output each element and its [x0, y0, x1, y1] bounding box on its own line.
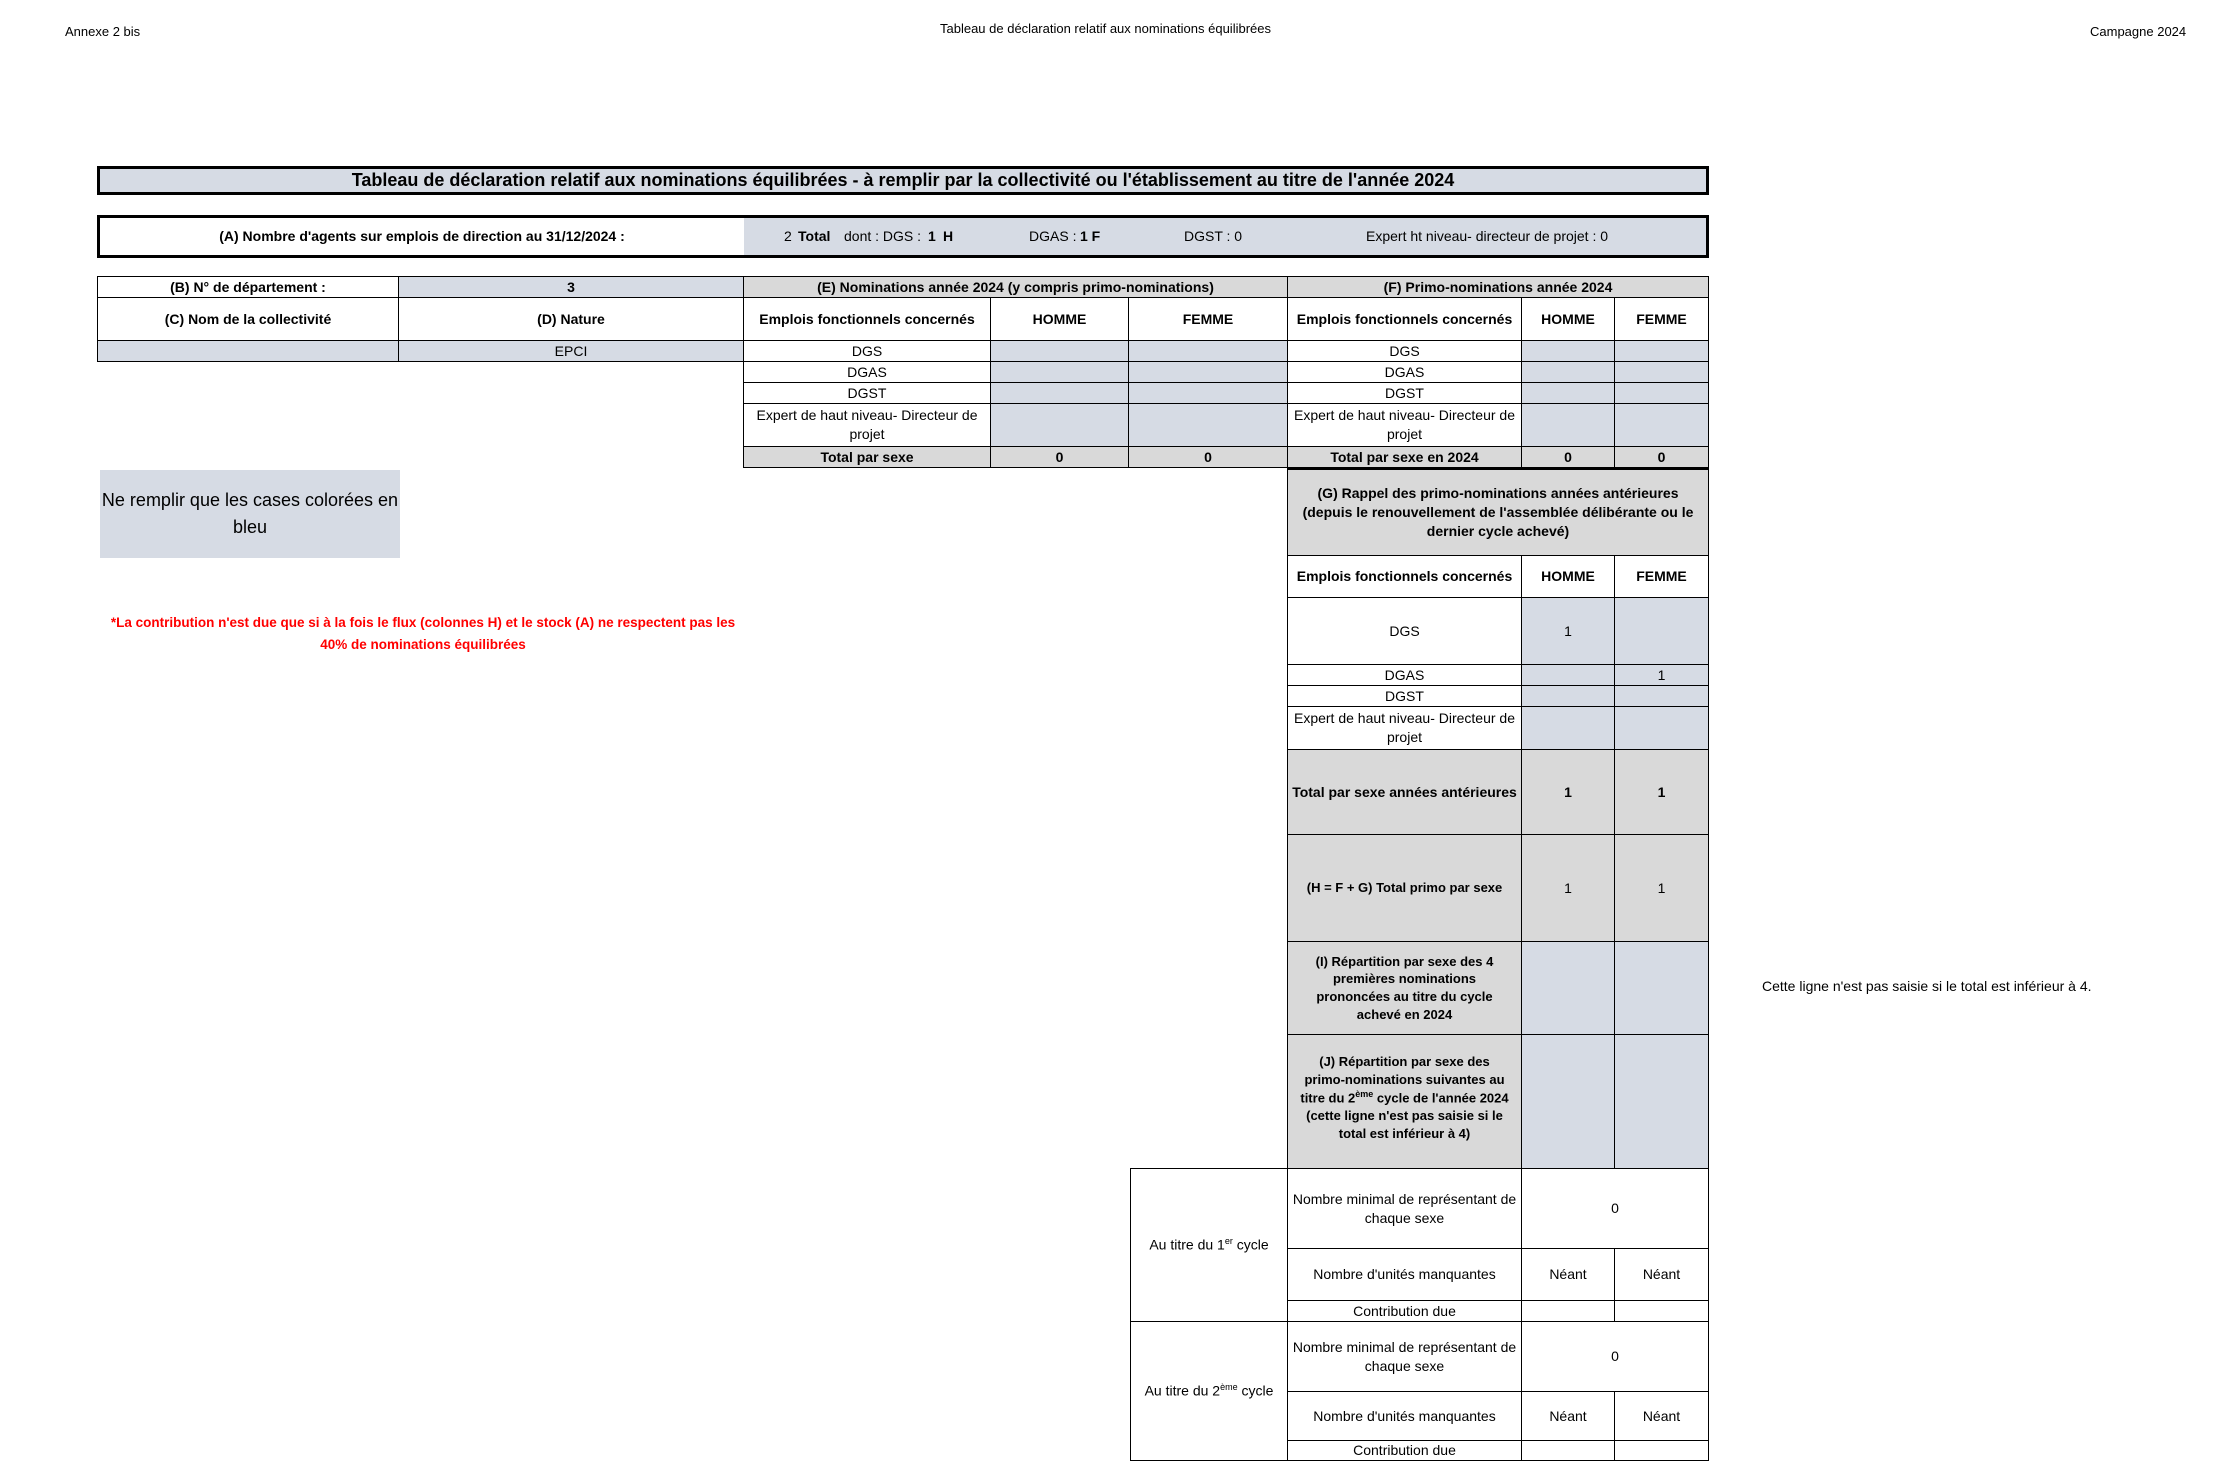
g-row-dgst-femme[interactable]	[1614, 685, 1709, 707]
g-row-expert-femme[interactable]	[1614, 706, 1709, 750]
e-total-label: Total par sexe	[743, 446, 991, 468]
e-row-dgst-label: DGST	[743, 382, 991, 404]
j-label	[1287, 1034, 1522, 1169]
header-left: Annexe 2 bis	[65, 24, 141, 39]
section-b-value[interactable]: 3	[398, 276, 744, 298]
f-row-dgas-femme[interactable]	[1614, 361, 1709, 383]
g-row-dgs-label: DGS	[1287, 597, 1522, 665]
g-row-dgas-femme[interactable]: 1	[1614, 664, 1709, 686]
g-row-dgs-femme[interactable]	[1614, 597, 1709, 665]
e-total-homme: 0	[990, 446, 1129, 468]
cycle1-contrib-homme	[1521, 1300, 1615, 1322]
i-femme[interactable]	[1614, 941, 1709, 1035]
cycle2-min-value: 0	[1521, 1321, 1709, 1392]
g-row-expert-homme[interactable]	[1521, 706, 1615, 750]
cycle1-manq-label: Nombre d'unités manquantes	[1287, 1248, 1522, 1301]
f-row-dgs-label: DGS	[1287, 340, 1522, 362]
contribution-note: *La contribution n'est due que si à la fois le flux (colonnes H) et le stock (A) ne respectent pas les 40% de nominations équilibrées	[110, 615, 736, 652]
dont-dgs: dont : DGS :	[844, 228, 922, 244]
section-e-col-homme: HOMME	[990, 297, 1129, 341]
h-total-femme: 1	[1614, 834, 1709, 942]
side-note: Cette ligne n'est pas saisie si le total est inférieur à 4.	[1762, 978, 2092, 994]
e-row-expert-femme[interactable]	[1128, 403, 1288, 447]
j-homme[interactable]	[1521, 1034, 1615, 1169]
i-label: (I) Répartition par sexe des 4 premières nominations prononcées au titre du cycle achevé en 2024	[1287, 941, 1522, 1035]
section-f-title: (F) Primo-nominations année 2024	[1287, 276, 1709, 298]
f-total-label: Total par sexe en 2024	[1287, 446, 1522, 470]
f-row-dgas-label: DGAS	[1287, 361, 1522, 383]
total-value: 2	[784, 228, 792, 244]
g-row-dgst-label: DGST	[1287, 685, 1522, 707]
e-row-dgs-femme[interactable]	[1128, 340, 1288, 362]
e-row-dgas-femme[interactable]	[1128, 361, 1288, 383]
j-label-a: (J) Répartition par sexe des primo-nominations suivantes au titre du 2	[1300, 1054, 1505, 1106]
f-row-dgst-label: DGST	[1287, 382, 1522, 404]
f-row-dgst-femme[interactable]	[1614, 382, 1709, 404]
section-e-col-femme: FEMME	[1128, 297, 1288, 341]
g-total-homme: 1	[1521, 749, 1615, 835]
cycle2-contrib-label: Contribution due	[1287, 1440, 1522, 1461]
g-total-femme: 1	[1614, 749, 1709, 835]
e-row-expert-label: Expert de haut niveau- Directeur de projet	[743, 403, 991, 447]
f-total-homme: 0	[1521, 446, 1615, 470]
g-row-dgas-label: DGAS	[1287, 664, 1522, 686]
section-a-values	[744, 218, 1706, 255]
section-g-col-femme: FEMME	[1614, 555, 1709, 598]
g-row-dgs-homme[interactable]: 1	[1521, 597, 1615, 665]
cycle2-manq-label: Nombre d'unités manquantes	[1287, 1391, 1522, 1441]
f-row-dgas-homme[interactable]	[1521, 361, 1615, 383]
e-row-dgs-homme[interactable]	[990, 340, 1129, 362]
f-row-expert-homme[interactable]	[1521, 403, 1615, 447]
f-row-dgs-homme[interactable]	[1521, 340, 1615, 362]
cycle2-manq-femme: Néant	[1614, 1391, 1709, 1441]
expert-value: Expert ht niveau- directeur de projet : 0	[1366, 228, 1609, 244]
g-row-expert-label: Expert de haut niveau- Directeur de projet	[1287, 706, 1522, 750]
f-total-femme: 0	[1614, 446, 1709, 470]
section-f-col-femme: FEMME	[1614, 297, 1709, 341]
form-title: Tableau de déclaration relatif aux nominations équilibrées - à remplir par la collectivité ou l'établissement au titre de l'année 2024	[97, 166, 1709, 195]
header-right: Campagne 2024	[2090, 24, 2187, 39]
cycle1-label-end: cycle	[1232, 1236, 1269, 1253]
e-row-expert-homme[interactable]	[990, 403, 1129, 447]
e-row-dgst-femme[interactable]	[1128, 382, 1288, 404]
section-d-value[interactable]: EPCI	[398, 340, 744, 362]
cycle1-manq-homme: Néant	[1521, 1248, 1615, 1301]
e-row-dgst-homme[interactable]	[990, 382, 1129, 404]
section-g-title: (G) Rappel des primo-nominations années antérieures (depuis le renouvellement de l'assemblée délibérante ou le dernier cycle achevé)	[1287, 469, 1709, 556]
f-row-dgs-femme[interactable]	[1614, 340, 1709, 362]
f-row-expert-label: Expert de haut niveau- Directeur de projet	[1287, 403, 1522, 447]
cycle2-manq-homme: Néant	[1521, 1391, 1615, 1441]
e-total-femme: 0	[1128, 446, 1288, 468]
h-total-label: (H = F + G) Total primo par sexe	[1287, 834, 1522, 942]
cycle1-min-value: 0	[1521, 1168, 1709, 1249]
total-label: Total	[798, 228, 831, 244]
f-row-dgst-homme[interactable]	[1521, 382, 1615, 404]
cycle2-contrib-femme	[1614, 1440, 1709, 1461]
dgs-sex: H	[943, 228, 954, 244]
e-row-dgas-homme[interactable]	[990, 361, 1129, 383]
j-label-sup: ème	[1355, 1089, 1374, 1100]
i-homme[interactable]	[1521, 941, 1615, 1035]
cycle1-contrib-label: Contribution due	[1287, 1300, 1522, 1322]
dgas-value: 1 F	[1080, 228, 1101, 244]
f-row-expert-femme[interactable]	[1614, 403, 1709, 447]
dgst-value: DGST : 0	[1184, 228, 1243, 244]
section-e-title: (E) Nominations année 2024 (y compris primo-nominations)	[743, 276, 1288, 298]
section-g-col-emplois: Emplois fonctionnels concernés	[1287, 555, 1522, 598]
section-e-col-emplois: Emplois fonctionnels concernés	[743, 297, 991, 341]
section-b-label: (B) N° de département :	[97, 276, 399, 298]
cycle2-label-end: cycle	[1237, 1382, 1274, 1399]
cycle1-label	[1130, 1168, 1288, 1322]
section-g-col-homme: HOMME	[1521, 555, 1615, 598]
cycle1-label-text: Au titre du 1	[1149, 1236, 1225, 1253]
dgs-value: 1	[928, 228, 936, 244]
j-femme[interactable]	[1614, 1034, 1709, 1169]
fill-instruction-box: Ne remplir que les cases colorées en bleu	[100, 470, 400, 558]
cycle1-min-label: Nombre minimal de représentant de chaque sexe	[1287, 1168, 1522, 1249]
section-a-label: (A) Nombre d'agents sur emplois de direction au 31/12/2024 :	[100, 218, 744, 255]
cycle2-sup: ème	[1220, 1382, 1238, 1393]
cycle1-sup: er	[1224, 1236, 1233, 1247]
section-c-value[interactable]	[97, 340, 399, 362]
cycle2-label	[1130, 1321, 1288, 1461]
header-center: Tableau de déclaration relatif aux nominations équilibrées	[940, 21, 1271, 36]
g-total-label: Total par sexe années antérieures	[1287, 749, 1522, 835]
cycle1-manq-femme: Néant	[1614, 1248, 1709, 1301]
section-f-col-emplois: Emplois fonctionnels concernés	[1287, 297, 1522, 341]
e-row-dgs-label: DGS	[743, 340, 991, 362]
section-c-label: (C) Nom de la collectivité	[97, 297, 399, 341]
section-a-bar	[97, 215, 1709, 258]
h-total-homme: 1	[1521, 834, 1615, 942]
g-row-dgst-homme[interactable]	[1521, 685, 1615, 707]
g-row-dgas-homme[interactable]	[1521, 664, 1615, 686]
cycle1-contrib-femme	[1614, 1300, 1709, 1322]
cycle2-contrib-homme	[1521, 1440, 1615, 1461]
j-label-b: cycle de l'année 2024 (cette ligne n'est pas saisie si le total est inférieur à 4)	[1306, 1090, 1509, 1141]
cycle2-min-label: Nombre minimal de représentant de chaque sexe	[1287, 1321, 1522, 1392]
dgas-label: DGAS :	[1029, 228, 1077, 244]
cycle2-label-text: Au titre du 2	[1144, 1382, 1221, 1399]
section-f-col-homme: HOMME	[1521, 297, 1615, 341]
e-row-dgas-label: DGAS	[743, 361, 991, 383]
section-d-label: (D) Nature	[398, 297, 744, 341]
